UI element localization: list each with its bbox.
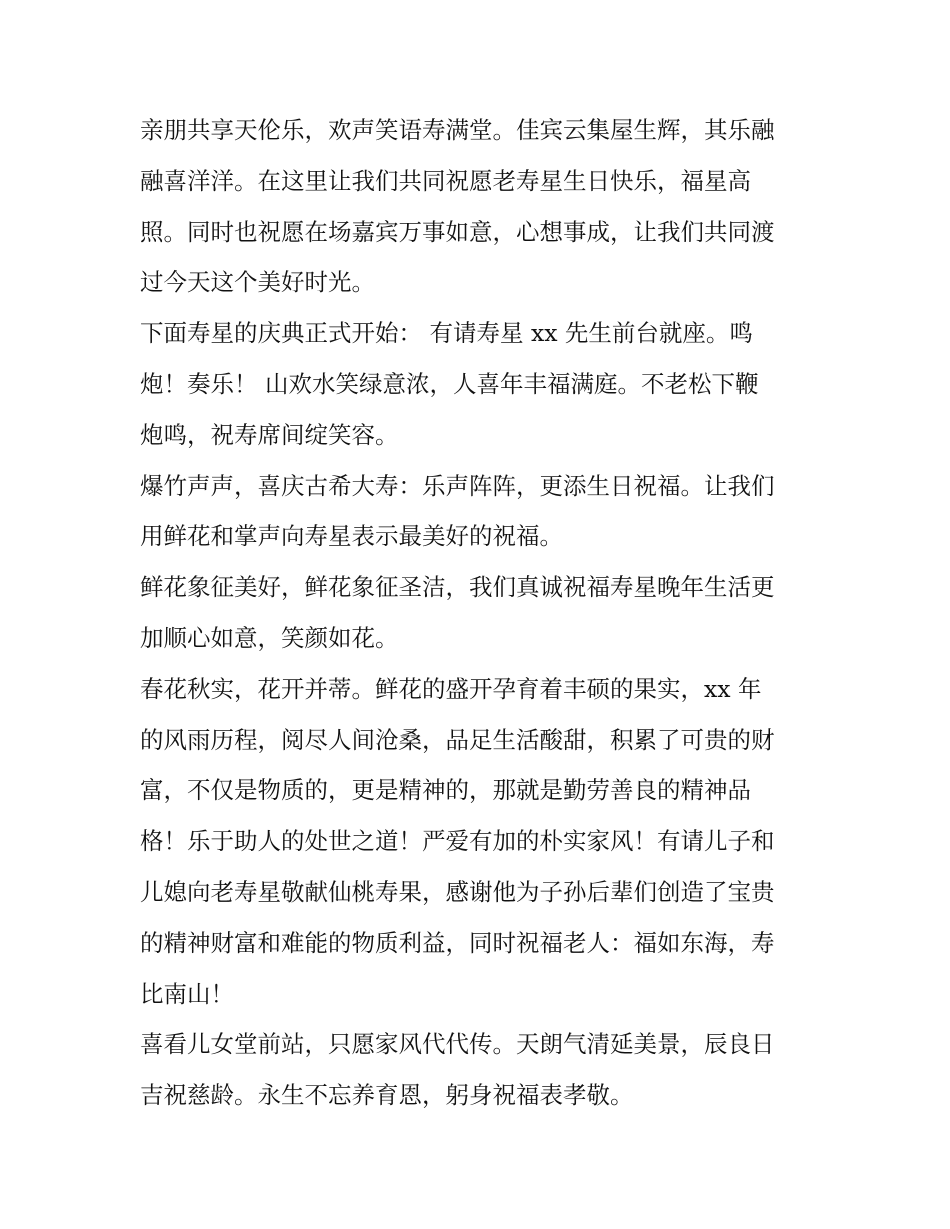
text-line: 吉祝慈龄。永生不忘养育恩，躬身祝福表孝敬。 [140, 1081, 634, 1110]
text-line: 的风雨历程，阅尽人间沧桑，品足生活酸甜，积累了可贵的财 [140, 725, 775, 754]
text-line: 比南山！ [140, 979, 234, 1008]
text-line: 鲜花象征美好，鲜花象征圣洁，我们真诚祝福寿星晚年生活更 [140, 573, 775, 602]
text-line: 爆竹声声，喜庆古希大寿：乐声阵阵，更添生日祝福。让我们 [140, 471, 775, 500]
paragraph-4 [140, 562, 812, 664]
text-line: 过今天这个美好时光。 [140, 268, 375, 297]
paragraph-1 [140, 105, 812, 308]
text-line: 喜看儿女堂前站，只愿家风代代传。天朗气清延美景，辰良日 [140, 1030, 775, 1059]
text-line: 融喜洋洋。在这里让我们共同祝愿老寿星生日快乐，福星高 [140, 166, 751, 195]
text-line: 春花秋实，花开并蒂。鲜花的盛开孕育着丰硕的果实，xx 年 [140, 674, 762, 703]
text-line: 亲朋共享天伦乐，欢声笑语寿满堂。佳宾云集屋生辉，其乐融 [140, 116, 775, 144]
text-line: 用鲜花和掌声向寿星表示最美好的祝福。 [140, 522, 563, 551]
text-line: 的精神财富和难能的物质利益，同时祝福老人：福如东海，寿 [140, 928, 775, 957]
text-line: 下面寿星的庆典正式开始： 有请寿星 xx 先生前台就座。鸣 [140, 319, 753, 348]
paragraph-5 [140, 664, 812, 1020]
text-line: 儿媳向老寿星敬献仙桃寿果，感谢他为子孙后辈们创造了宝贵 [140, 877, 775, 906]
text-line: 富，不仅是物质的，更是精神的，那就是勤劳善良的精神品 [140, 776, 751, 805]
text-line: 照。同时也祝愿在场嘉宾万事如意，心想事成，让我们共同渡 [140, 217, 775, 246]
document-body [140, 105, 812, 1121]
text-line: 炮！奏乐！ 山欢水笑绿意浓，人喜年丰福满庭。不老松下鞭 [140, 369, 759, 398]
text-line: 加顺心如意，笑颜如花。 [140, 623, 399, 652]
paragraph-6 [140, 1019, 812, 1121]
paragraph-3 [140, 461, 812, 563]
paragraph-2 [140, 308, 812, 460]
text-line: 炮鸣，祝寿席间绽笑容。 [140, 420, 399, 449]
text-line: 格！乐于助人的处世之道！严爱有加的朴实家风！有请儿子和 [140, 827, 775, 856]
